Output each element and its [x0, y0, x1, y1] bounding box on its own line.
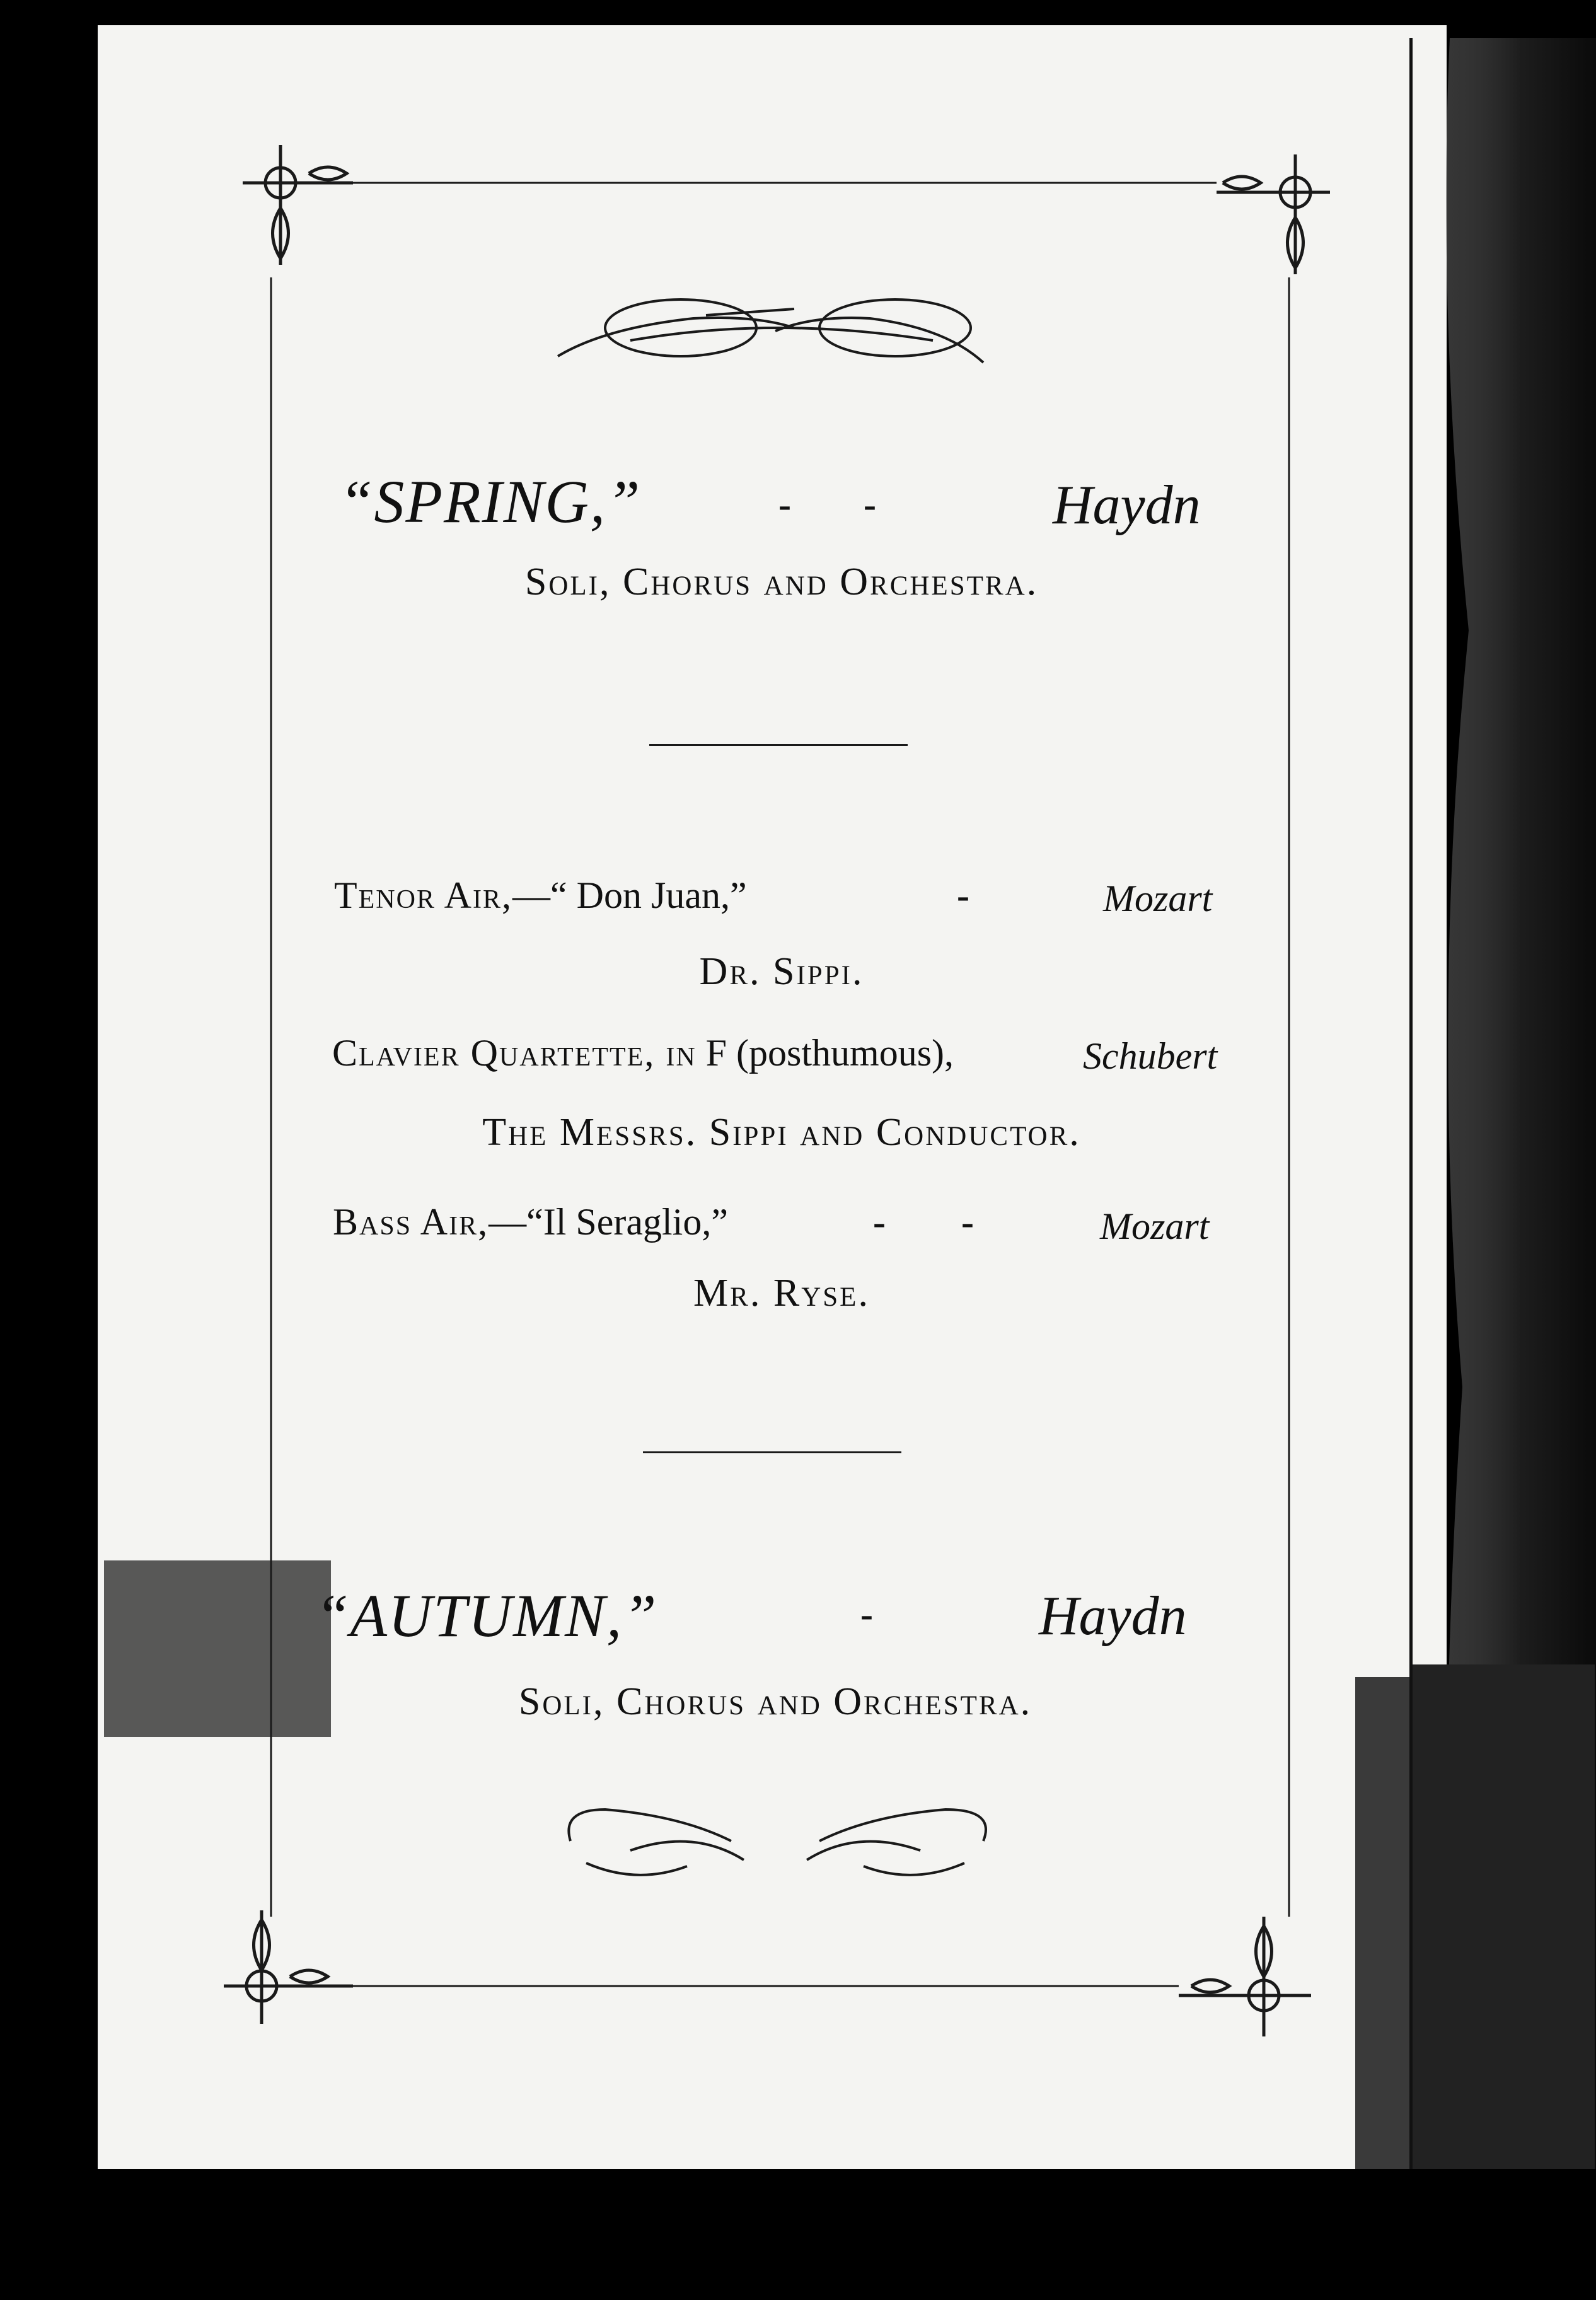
program-item-clavier-quartette	[332, 1034, 954, 1072]
flourish-ornament-icon	[558, 299, 983, 363]
section-divider	[649, 744, 908, 746]
item-composer: Mozart	[1100, 1205, 1210, 1247]
section-separator-autumn: -	[860, 1593, 873, 1635]
corner-ornament-icon	[243, 145, 353, 265]
item-name: Clavier Quartette, in	[332, 1032, 697, 1074]
item-composer: Schubert	[1083, 1035, 1218, 1077]
item-composer: Mozart	[1103, 878, 1213, 919]
section-title-autumn: “AUTUMN,”	[315, 1582, 658, 1649]
section-composer-spring: Haydn	[1053, 475, 1201, 536]
program-item-tenor-air	[334, 876, 747, 914]
section-subtitle-spring: Soli, Chorus and Orchestra.	[524, 560, 1039, 603]
section-title-spring: “SPRING,”	[339, 468, 642, 535]
item-separator: - -	[873, 1201, 974, 1243]
section-subtitle-autumn: Soli, Chorus and Orchestra.	[518, 1680, 1032, 1723]
item-performer: The Messrs. Sippi and Conductor.	[482, 1111, 1081, 1154]
item-work: —“ Don Juan,”	[512, 874, 747, 916]
corner-ornament-icon	[224, 1910, 353, 2024]
item-separator: -	[957, 874, 969, 916]
flourish-ornament-icon	[569, 1809, 986, 1875]
corner-ornament-icon	[1217, 154, 1330, 274]
corner-ornament-icon	[1179, 1917, 1311, 2036]
item-performer: Mr. Ryse.	[693, 1272, 870, 1315]
item-work: F (posthumous),	[705, 1032, 954, 1074]
item-name: Bass Air,	[333, 1201, 489, 1243]
section-divider	[643, 1451, 901, 1453]
item-performer: Dr. Sippi.	[699, 950, 864, 993]
section-separator-spring: - -	[778, 484, 876, 525]
item-name: Tenor Air,	[334, 874, 513, 916]
program-item-bass-air	[333, 1203, 728, 1241]
item-work: —“Il Seraglio,”	[489, 1201, 728, 1243]
section-composer-autumn: Haydn	[1039, 1586, 1187, 1647]
